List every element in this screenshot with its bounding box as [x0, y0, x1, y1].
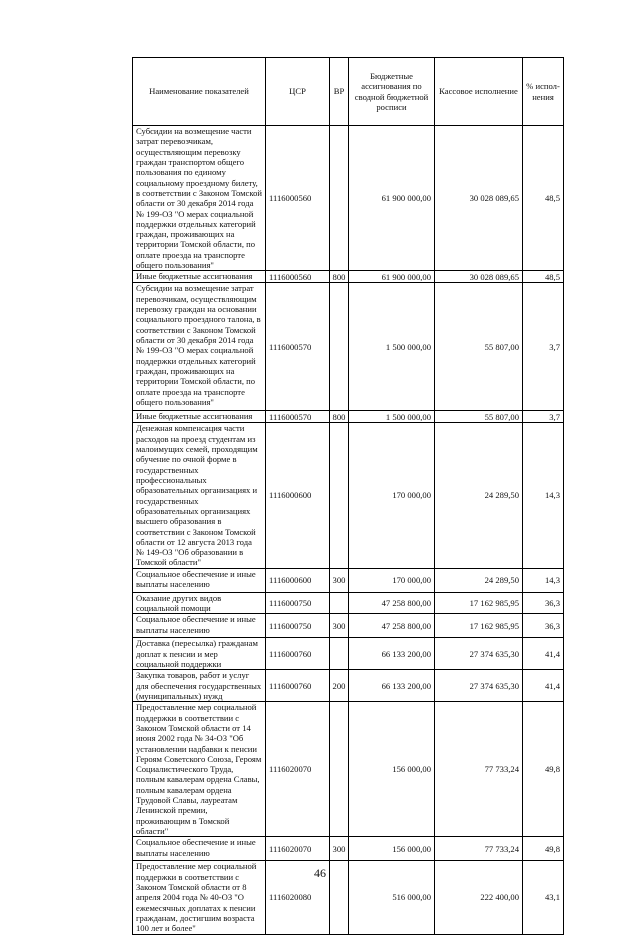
- row-cash-cell: 27 374 635,30: [435, 638, 523, 670]
- row-csr-cell: 1116000600: [266, 568, 330, 592]
- header-csr: ЦСР: [266, 58, 330, 126]
- table-row: [133, 411, 564, 423]
- row-vr-cell: [330, 423, 349, 568]
- header-row: [133, 58, 564, 126]
- header-percent: % испол-нения: [523, 58, 564, 126]
- row-percent-cell: 36,3: [523, 592, 564, 614]
- row-name-cell: Социальное обеспечение и иные выплаты населению: [133, 837, 266, 861]
- row-name-cell: Иные бюджетные ассигнования: [133, 411, 266, 423]
- table-row: [133, 271, 564, 283]
- row-percent-cell: 3,7: [523, 411, 564, 423]
- row-budget-cell: 47 258 800,00: [349, 614, 435, 638]
- row-csr-cell: 1116000600: [266, 423, 330, 568]
- row-cash-cell: 27 374 635,30: [435, 670, 523, 702]
- row-budget-cell: 61 900 000,00: [349, 271, 435, 283]
- row-name-cell: Денежная компенсация части расходов на проезд студентам из малоимущих семей, проходящим обучение по очной форме в государственных профессиональных образовательных организациях и государственных образовательных организациях высшего образования в соответствии с Законом Томской области от 12 августа 2013 года № 149-ОЗ "Об образовании в Томской области": [133, 423, 266, 568]
- row-vr-cell: 300: [330, 614, 349, 638]
- row-csr-cell: 1116000750: [266, 592, 330, 614]
- row-budget-cell: 66 133 200,00: [349, 670, 435, 702]
- row-csr-cell: 1116000760: [266, 670, 330, 702]
- row-vr-cell: [330, 638, 349, 670]
- row-percent-cell: 36,3: [523, 614, 564, 638]
- row-cash-cell: 24 289,50: [435, 568, 523, 592]
- table-row: [133, 638, 564, 670]
- row-csr-cell: 1116020070: [266, 702, 330, 837]
- row-name-cell: Социальное обеспечение и иные выплаты населению: [133, 568, 266, 592]
- row-percent-cell: 43,1: [523, 861, 564, 934]
- row-vr-cell: [330, 702, 349, 837]
- row-budget-cell: 47 258 800,00: [349, 592, 435, 614]
- row-percent-cell: 48,5: [523, 126, 564, 271]
- row-percent-cell: 14,3: [523, 568, 564, 592]
- row-budget-cell: 1 500 000,00: [349, 411, 435, 423]
- row-name-cell: Оказание других видов социальной помощи: [133, 592, 266, 614]
- table-row: [133, 126, 564, 271]
- table-row: [133, 837, 564, 861]
- row-csr-cell: 1116020080: [266, 861, 330, 934]
- row-cash-cell: 77 733,24: [435, 837, 523, 861]
- row-percent-cell: 3,7: [523, 283, 564, 411]
- row-vr-cell: 300: [330, 837, 349, 861]
- table-row: [133, 568, 564, 592]
- row-csr-cell: 1116000560: [266, 271, 330, 283]
- row-vr-cell: 300: [330, 568, 349, 592]
- row-name-cell: Субсидии на возмещение части затрат перевозчикам, осуществляющим перевозку граждан транспортом общего пользования по единому социальному проездному билету, в соответствии с Законом Томской области от 30 декабря 2014 года № 199-ОЗ "О мерах социальной поддержки отдельных категорий граждан, проживающих на территории Томской области, по оплате проезда на транспорте общего пользования": [133, 126, 266, 271]
- table-row: [133, 423, 564, 568]
- row-percent-cell: 49,8: [523, 837, 564, 861]
- header-budget: Бюджетные ассигнования по сводной бюджетной росписи: [349, 58, 435, 126]
- row-name-cell: Доставка (пересылка) гражданам доплат к пенсии и мер социальной поддержки: [133, 638, 266, 670]
- row-name-cell: Субсидии на возмещение затрат перевозчикам, осуществляющим перевозку граждан на основании социального проездного талона, в соответствии с Законом Томской области от 30 декабря 2014 года № 199-ОЗ "О мерах социальной поддержки отдельных категорий граждан, проживающих на территории Томской области, по оплате проезда на транспорте общего пользования": [133, 283, 266, 411]
- row-csr-cell: 1116000750: [266, 614, 330, 638]
- row-cash-cell: 17 162 985,95: [435, 614, 523, 638]
- row-budget-cell: 156 000,00: [349, 702, 435, 837]
- row-csr-cell: 1116000760: [266, 638, 330, 670]
- row-csr-cell: 1116000570: [266, 411, 330, 423]
- row-vr-cell: [330, 126, 349, 271]
- table-row: [133, 614, 564, 638]
- row-vr-cell: [330, 283, 349, 411]
- row-name-cell: Предоставление мер социальной поддержки в соответствии с Законом Томской области от 14 июня 2002 года № 34-ОЗ "Об установлении надбавки к пенсии Героям Советского Союза, Героям Социалистического Труда, полным кавалерам ордена Славы, полным кавалерам ордена Трудовой Славы, лауреатам Ленинской премии, проживающим в Томской области": [133, 702, 266, 837]
- table-row: [133, 592, 564, 614]
- row-vr-cell: [330, 592, 349, 614]
- header-cash: Кассовое исполнение: [435, 58, 523, 126]
- row-name-cell: Предоставление мер социальной поддержки в соответствии с Законом Томской области от 8 апреля 2004 года № 40-ОЗ "О ежемесячных доплатах к пенсии гражданам, достигшим возраста 100 лет и более": [133, 861, 266, 934]
- table-row: [133, 283, 564, 411]
- header-vr: ВР: [330, 58, 349, 126]
- row-percent-cell: 48,5: [523, 271, 564, 283]
- row-budget-cell: 516 000,00: [349, 861, 435, 934]
- row-cash-cell: 17 162 985,95: [435, 592, 523, 614]
- row-csr-cell: 1116000570: [266, 283, 330, 411]
- row-budget-cell: 61 900 000,00: [349, 126, 435, 271]
- row-name-cell: Социальное обеспечение и иные выплаты населению: [133, 614, 266, 638]
- row-cash-cell: 24 289,50: [435, 423, 523, 568]
- row-budget-cell: 170 000,00: [349, 568, 435, 592]
- row-percent-cell: 41,4: [523, 670, 564, 702]
- row-percent-cell: 14,3: [523, 423, 564, 568]
- row-percent-cell: 41,4: [523, 638, 564, 670]
- row-budget-cell: 1 500 000,00: [349, 283, 435, 411]
- row-name-cell: Иные бюджетные ассигнования: [133, 271, 266, 283]
- row-cash-cell: 55 807,00: [435, 283, 523, 411]
- row-vr-cell: 200: [330, 670, 349, 702]
- header-name: Наименование показателей: [133, 58, 266, 126]
- page-number: 46: [314, 866, 326, 880]
- row-budget-cell: 156 000,00: [349, 837, 435, 861]
- row-csr-cell: 1116020070: [266, 837, 330, 861]
- row-cash-cell: 55 807,00: [435, 411, 523, 423]
- budget-table: [132, 57, 564, 935]
- row-cash-cell: 30 028 089,65: [435, 126, 523, 271]
- table-row: [133, 670, 564, 702]
- row-name-cell: Закупка товаров, работ и услуг для обеспечения государственных (муниципальных) нужд: [133, 670, 266, 702]
- row-cash-cell: 77 733,24: [435, 702, 523, 837]
- row-vr-cell: 800: [330, 411, 349, 423]
- row-budget-cell: 170 000,00: [349, 423, 435, 568]
- row-cash-cell: 30 028 089,65: [435, 271, 523, 283]
- row-csr-cell: 1116000560: [266, 126, 330, 271]
- row-cash-cell: 222 400,00: [435, 861, 523, 934]
- row-budget-cell: 66 133 200,00: [349, 638, 435, 670]
- row-percent-cell: 49,8: [523, 702, 564, 837]
- row-vr-cell: 800: [330, 271, 349, 283]
- table-row: [133, 702, 564, 837]
